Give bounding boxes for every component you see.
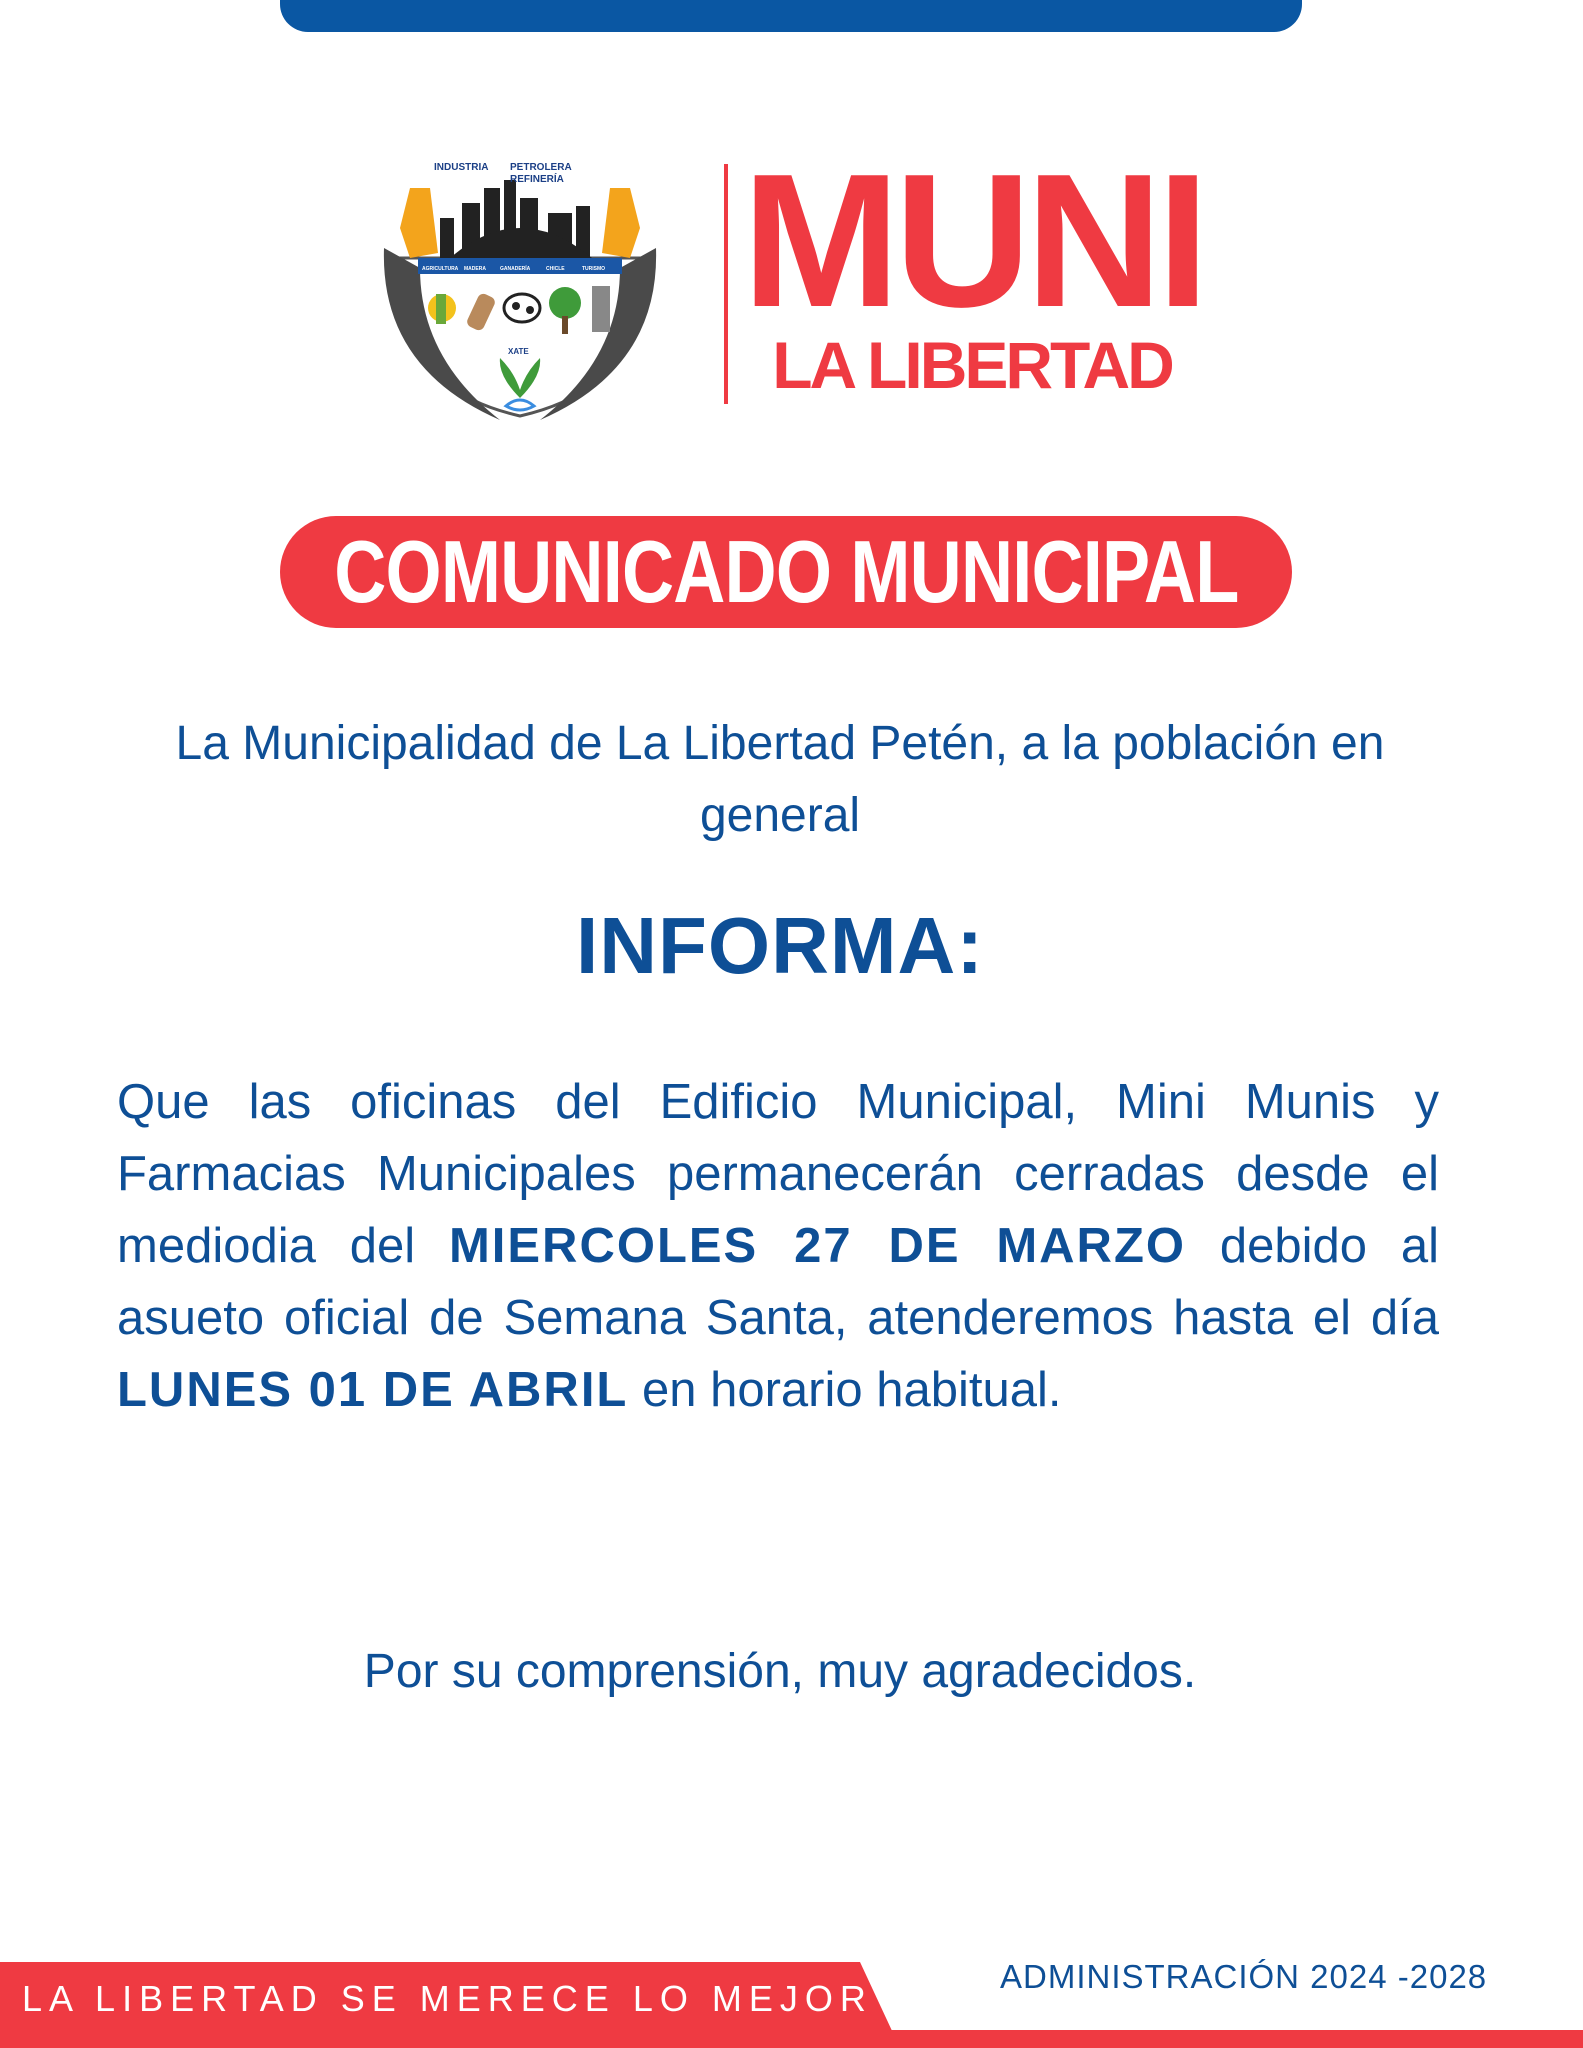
footer-slogan: LA LIBERTAD SE MERECE LO MEJOR <box>22 1978 873 2019</box>
municipal-crest-icon <box>380 158 660 428</box>
svg-text:PETROLERA: PETROLERA <box>510 162 572 173</box>
administration-label: ADMINISTRACIÓN 2024 -2028 <box>1000 1958 1488 1995</box>
svg-text:CHICLE: CHICLE <box>546 266 565 272</box>
top-decorative-bar <box>280 0 1302 32</box>
svg-text:INDUSTRIA: INDUSTRIA <box>434 162 489 173</box>
svg-text:AGRICULTURA: AGRICULTURA <box>422 266 459 272</box>
closing-text: Por su comprensión, muy agradecidos. <box>363 1645 1197 1698</box>
banner-title: COMUNICADO MUNICIPAL <box>333 522 1239 621</box>
announcement-body <box>117 1066 1439 1426</box>
footer-red-line <box>860 2030 1583 2048</box>
svg-text:GANADERÍA: GANADERÍA <box>500 266 531 272</box>
date-highlight-reopening: LUNES 01 DE ABRIL <box>117 1363 629 1417</box>
svg-text:XATE: XATE <box>508 347 529 356</box>
body-part-1: Que las oficinas del Edificio Municipal, Mini Munis y Farmacias Municipales permanecerán cerradas desde el mediodia del <box>117 1075 1439 1273</box>
date-highlight-closing: MIERCOLES 27 DE MARZO <box>448 1219 1186 1273</box>
svg-text:TURISMO: TURISMO <box>582 266 606 272</box>
body-part-2: debido al asueto oficial de Semana Santa, atenderemos hasta el día <box>117 1219 1439 1345</box>
svg-text:REFINERÍA: REFINERÍA <box>510 174 564 185</box>
logo-divider <box>724 164 728 404</box>
wordmark-la-libertad: LA LIBERTAD <box>772 328 1172 402</box>
svg-text:MADERA: MADERA <box>464 266 486 272</box>
title-banner <box>280 516 1292 628</box>
wordmark-muni: MUNI <box>742 135 1204 347</box>
informa-heading: INFORMA: <box>576 901 984 990</box>
body-part-3: en horario habitual. <box>628 1363 1062 1417</box>
intro-text: La Municipalidad de La Libertad Petén, a la población en general <box>175 717 1385 842</box>
